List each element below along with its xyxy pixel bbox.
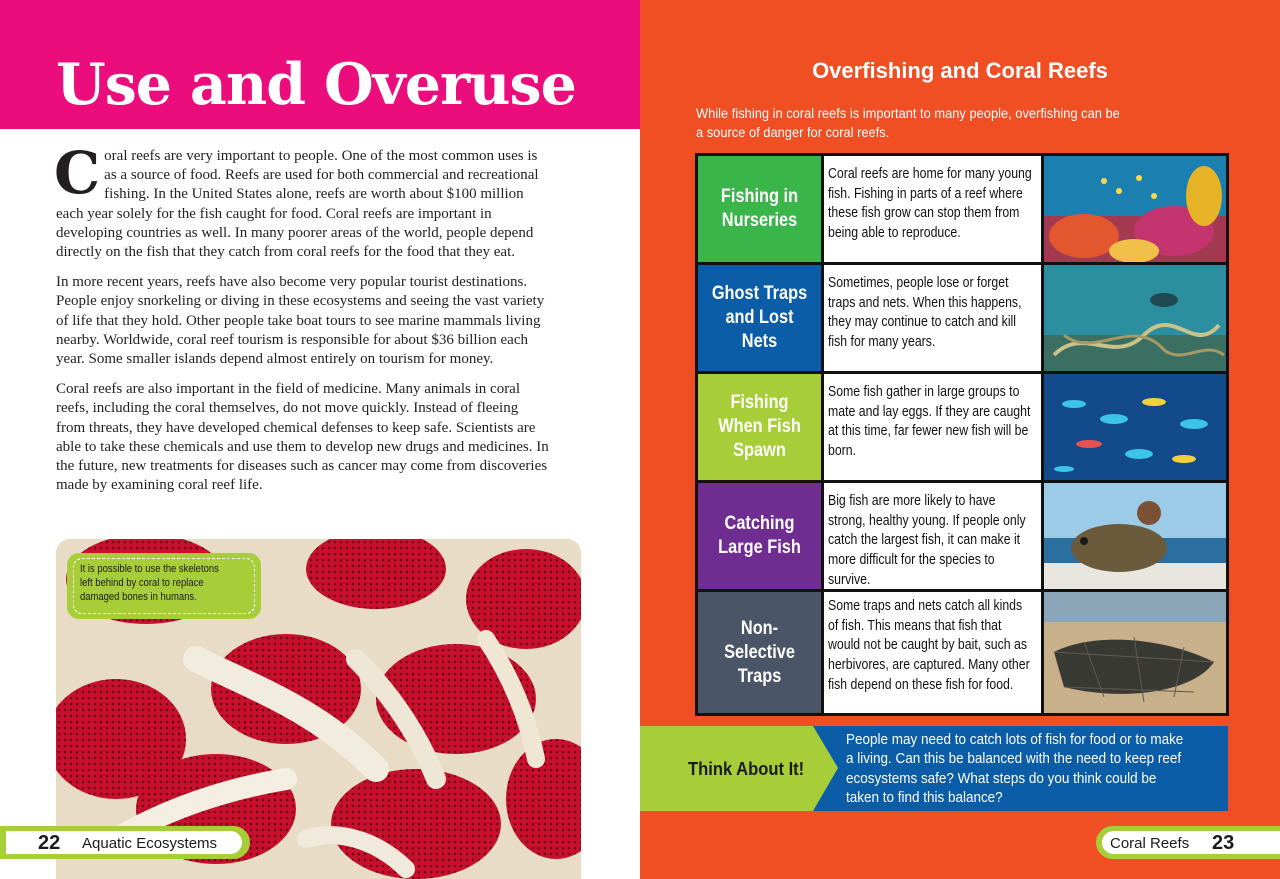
- threat-label-cell: [698, 374, 821, 480]
- body-text: [54, 139, 550, 506]
- threat-description-cell: [824, 374, 1041, 480]
- threat-description: Coral reefs are home for many young fish. Fishing in parts of a reef where these fish grow can stop them from being able to reproduce.: [828, 165, 1032, 242]
- intro-text: While fishing in coral reefs is important to many people, overfishing can be a source of danger for coral reefs.: [696, 105, 1120, 140]
- threat-description-cell: [824, 156, 1041, 262]
- spawning-fish-image: [1044, 374, 1226, 480]
- reef-nursery-image: [1044, 156, 1226, 262]
- threats-table: [695, 153, 1229, 716]
- threat-label-cell: [698, 156, 821, 262]
- think-about-it-text: People may need to catch lots of fish for food or to make a living. Can this be balanced with the need to keep reef ecosystems safe? What steps do you think could be taken to find this balance?: [846, 732, 1184, 806]
- threat-description: Big fish are more likely to have strong, healthy young. If people only catch the largest fish, it can make it more difficult for the species to survive.: [828, 492, 1026, 588]
- threat-description: Some fish gather in large groups to mate and lay eggs. If they are caught at this time, far fewer new fish will be born.: [828, 383, 1031, 460]
- fishing-net-photo: [1044, 592, 1226, 713]
- page-title: Use and Overuse: [56, 51, 576, 118]
- reef-nursery-photo: [1044, 156, 1226, 262]
- page-number-right: 23: [1212, 832, 1235, 854]
- drop-cap: C: [54, 139, 101, 207]
- threat-label: Fishing When Fish Spawn: [718, 392, 801, 461]
- threat-label: Non-Selective Traps: [724, 617, 795, 687]
- threat-description: Sometimes, people lose or forget traps and nets. When this happens, they may continue to catch and kill fish for many years.: [828, 274, 1022, 351]
- large-fish-photo: [1044, 483, 1226, 589]
- series-title-right: Coral Reefs: [1110, 835, 1190, 852]
- page-number-left: 22: [38, 832, 61, 854]
- paragraph-1-text: oral reefs are very important to people. One of the most common uses is as a source of food. Reefs are used for both commercial and recreational fishing. In the United States alone, reefs are worth about $100 million each year solely for the fish caught for food. Coral reefs are important in developing countries as well. In many poorer areas of the world, people depend directly on the fish that they catch from coral reefs for the food that they eat.: [56, 148, 539, 261]
- threat-description: Some traps and nets catch all kinds of fish. This means that fish that would not be caught by bait, such as herbivores, are captured. Many other fish depend on these fish for food.: [828, 597, 1030, 693]
- ghost-net-photo: [1044, 265, 1226, 371]
- paragraph-3: Coral reefs are also important in the field of medicine. Many animals in coral reefs, including the coral themselves, do not move quickly. Instead of fleeing from threats, they have developed chemical defenses to keep safe. Scientists are able to take these chemicals and use them to develop new drugs and medicines. In the future, new treatments for diseases such as cancer may come from discoveries made by examining coral reef life.: [56, 381, 549, 494]
- think-about-it-label: Think About It!: [688, 759, 805, 779]
- threat-label-cell: [698, 265, 821, 371]
- spawning-fish-photo: [1044, 374, 1226, 480]
- large-fish-image: [1044, 483, 1226, 589]
- photo-caption: It is possible to use the skeletons left behind by coral to replace damaged bones in humans.: [80, 563, 219, 603]
- threat-description-cell: [824, 483, 1041, 589]
- paragraph-1: [54, 139, 550, 262]
- threat-label-cell: [698, 483, 821, 589]
- paragraph-2: In more recent years, reefs have also become very popular tourist destinations. People enjoy snorkeling or diving in these ecosystems and seeing the vast variety of life that they hold. Other people take boat tours to see marine mammals living nearby. Worldwide, coral reef tourism is responsible for about $36 billion each year. Some smaller islands depend almost entirely on tourism for money.: [56, 274, 545, 368]
- series-title: Aquatic Ecosystems: [82, 835, 218, 852]
- threat-description-cell: [824, 265, 1041, 371]
- title-band: [0, 0, 640, 129]
- section-title: Overfishing and Coral Reefs: [812, 58, 1108, 83]
- threat-label: Ghost Traps and Lost Nets: [711, 283, 808, 352]
- threat-label: Fishing in Nurseries: [720, 186, 799, 231]
- threat-label-cell: [698, 592, 821, 713]
- fishing-net-image: [1044, 592, 1226, 713]
- ghost-net-image: [1044, 265, 1226, 371]
- threat-description-cell: [824, 592, 1041, 713]
- threat-label: Catching Large Fish: [718, 513, 801, 558]
- photo-caption-box: [67, 553, 261, 619]
